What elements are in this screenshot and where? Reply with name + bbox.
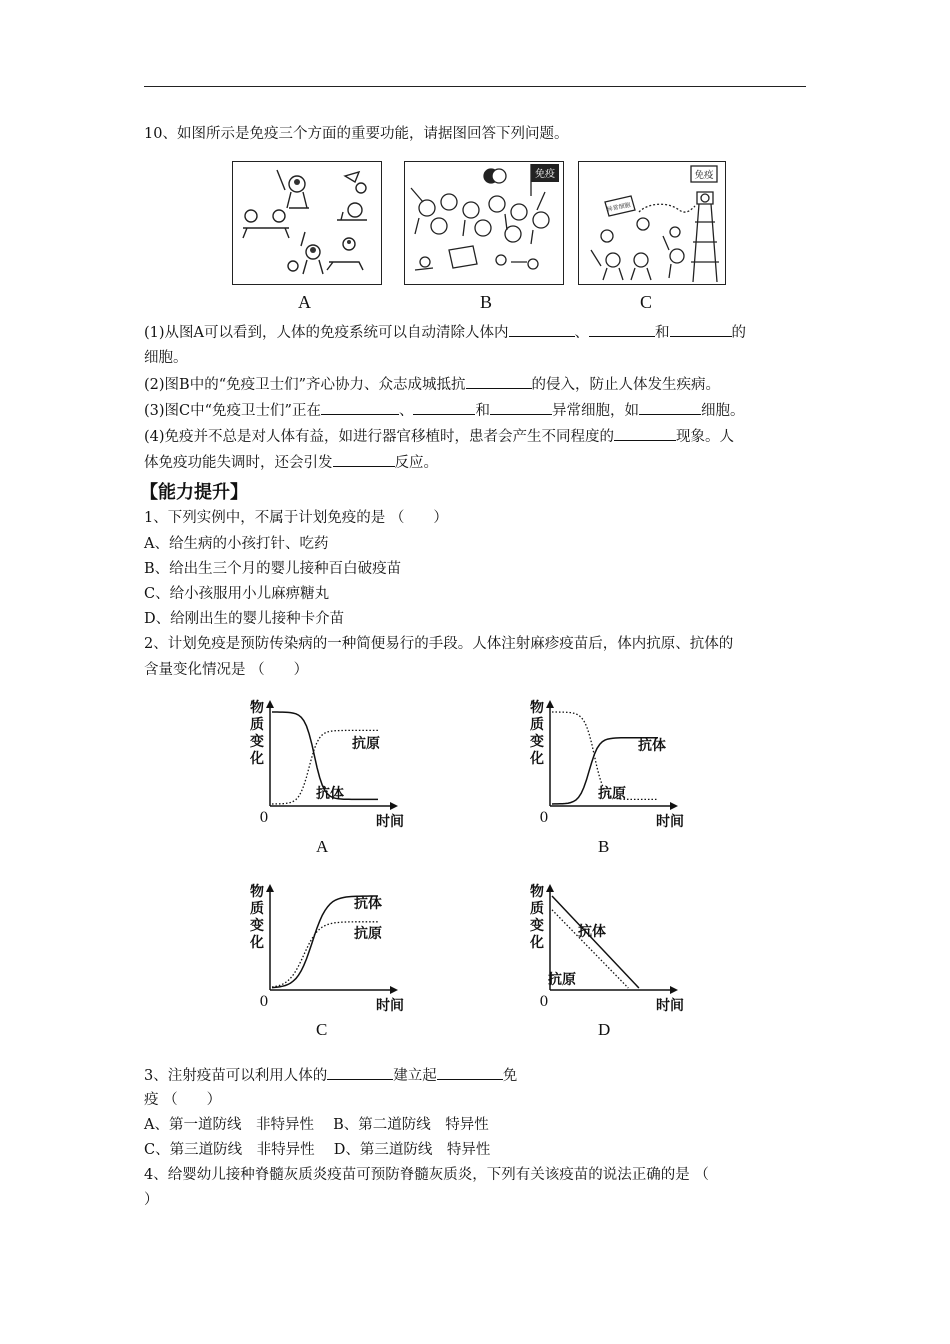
series-label-抗原: 抗原 — [598, 786, 626, 802]
y-axis-arrow — [266, 884, 274, 892]
answer-blank[interactable] — [614, 426, 676, 441]
answer-blank[interactable] — [437, 1065, 503, 1080]
origin-label: 0 — [259, 810, 269, 826]
q10-stem: 10、如图所示是免疫三个方面的重要功能，请据图回答下列问题。 — [144, 126, 569, 142]
q3-line1: 3、注射疫苗可以利用人体的 建立起 免 — [144, 1065, 517, 1086]
chart-d — [524, 884, 684, 1028]
section-heading: 【能力提升】 — [140, 482, 248, 503]
soldiers-watchtower-illustration — [579, 162, 725, 284]
y-axis-label-char: 质 — [530, 901, 544, 917]
answer-blank[interactable] — [413, 400, 475, 415]
origin-label: 0 — [539, 810, 549, 826]
answer-blank[interactable] — [333, 452, 395, 467]
y-axis-label-char: 变 — [250, 918, 264, 934]
q10-part1-line2: 细胞。 — [144, 350, 188, 366]
q10-part2: (2)图B中的“免疫卫士们”齐心协力、众志成城抵抗 的侵入，防止人体发生疾病。 — [144, 374, 720, 395]
origin-label: 0 — [259, 994, 269, 1010]
panel-label-b: B — [480, 292, 493, 312]
chart-a — [244, 700, 404, 844]
y-axis-label-char: 物 — [250, 700, 264, 716]
panel-b-illustration — [404, 161, 564, 285]
chart-label-c: C — [316, 1020, 328, 1039]
q3-line2: 疫 （ ） — [144, 1092, 222, 1108]
q10-part3: (3)图C中“免疫卫士们”正在 、 和 异常细胞，如 细胞。 — [144, 400, 744, 421]
series-label-抗原: 抗原 — [352, 736, 380, 752]
y-axis-label-char: 物 — [250, 884, 264, 900]
y-axis-label-char: 化 — [530, 935, 544, 951]
y-axis-arrow — [546, 884, 554, 892]
answer-blank[interactable] — [639, 400, 701, 415]
q1-option-c: C、给小孩服用小儿麻痹糖丸 — [144, 586, 330, 602]
x-axis-arrow — [390, 986, 398, 994]
y-axis-label-char: 物 — [530, 884, 544, 900]
q1-option-d: D、给刚出生的婴儿接种卡介苗 — [144, 611, 345, 627]
y-axis-label-char: 质 — [530, 717, 544, 733]
panel-a-illustration — [232, 161, 382, 285]
panel-label-a: A — [298, 292, 311, 312]
q10-part1-line1: (1)从图A可以看到，人体的免疫系统可以自动清除人体内 、 和 的 — [144, 322, 746, 343]
series-label-抗体: 抗体 — [638, 738, 666, 754]
answer-blank[interactable] — [589, 322, 655, 337]
y-axis-arrow — [546, 700, 554, 708]
y-axis-label-char: 质 — [250, 717, 264, 733]
q10-part4-line1: (4)免疫并不总是对人体有益，如进行器官移植时，患者会产生不同程度的 现象。人 — [144, 426, 734, 447]
origin-label: 0 — [539, 994, 549, 1010]
q1-stem: 1、下列实例中，不属于计划免疫的是 （ ） — [144, 510, 448, 526]
x-axis-label: 时间 — [376, 998, 404, 1014]
chart-label-b: B — [598, 837, 610, 856]
chart-label-a: A — [316, 837, 329, 856]
q4-line1: 4、给婴幼儿接种脊髓灰质炎疫苗可预防脊髓灰质炎，下列有关该疫苗的说法正确的是 （ — [144, 1167, 709, 1183]
soldiers-defending-illustration — [405, 162, 563, 284]
y-axis-label-char: 物 — [530, 700, 544, 716]
q2-line2: 含量变化情况是 （ ） — [144, 662, 309, 678]
y-axis-label-char: 变 — [530, 734, 544, 750]
answer-blank[interactable] — [321, 400, 399, 415]
answer-blank[interactable] — [670, 322, 732, 337]
x-axis-arrow — [670, 802, 678, 810]
panel-label-c: C — [640, 292, 653, 312]
banner-c-text: 免疫 — [694, 170, 714, 181]
y-axis-label-char: 质 — [250, 901, 264, 917]
q1-option-b: B、给出生三个月的婴儿接种百白破疫苗 — [144, 561, 402, 577]
x-axis-arrow — [670, 986, 678, 994]
y-axis-label-char: 变 — [250, 734, 264, 750]
panel-c-illustration — [578, 161, 726, 285]
x-axis-label: 时间 — [656, 998, 684, 1014]
chart-b — [524, 700, 684, 844]
y-axis-arrow — [266, 700, 274, 708]
series-label-抗体: 抗体 — [316, 786, 344, 802]
q10-part4-line2: 体免疫功能失调时，还会引发 反应。 — [144, 452, 438, 473]
q2-line1: 2、计划免疫是预防传染病的一种简便易行的手段。人体注射麻疹疫苗后，体内抗原、抗体的 — [144, 636, 734, 652]
soldiers-clearing-cells-illustration — [233, 162, 381, 284]
series-label-抗体: 抗体 — [354, 896, 382, 912]
y-axis-label-char: 变 — [530, 918, 544, 934]
y-axis-label-char: 化 — [250, 751, 264, 767]
q3-options-2: C、第三道防线 非特异性 D、第三道防线 特异性 — [144, 1142, 491, 1158]
chart-label-d: D — [598, 1020, 611, 1039]
answer-blank[interactable] — [327, 1065, 393, 1080]
x-axis-label: 时间 — [656, 814, 684, 830]
q3-options-1: A、第一道防线 非特异性 B、第二道防线 特异性 — [144, 1117, 489, 1133]
series-label-抗体: 抗体 — [578, 924, 606, 940]
answer-blank[interactable] — [466, 374, 532, 389]
flag-c-text: 异常细胞 — [606, 201, 632, 214]
answer-blank[interactable] — [509, 322, 575, 337]
y-axis-label-char: 化 — [530, 751, 544, 767]
banner-b-text: 免疫 — [535, 169, 555, 180]
chart-c — [244, 884, 404, 1028]
series-label-抗原: 抗原 — [548, 972, 576, 988]
x-axis-arrow — [390, 802, 398, 810]
x-axis-label: 时间 — [376, 814, 404, 830]
q4-line2: ） — [144, 1192, 159, 1208]
q1-option-a: A、给生病的小孩打针、吃药 — [144, 536, 329, 552]
header-rule — [144, 86, 806, 87]
answer-blank[interactable] — [490, 400, 552, 415]
series-label-抗原: 抗原 — [354, 926, 382, 942]
y-axis-label-char: 化 — [250, 935, 264, 951]
